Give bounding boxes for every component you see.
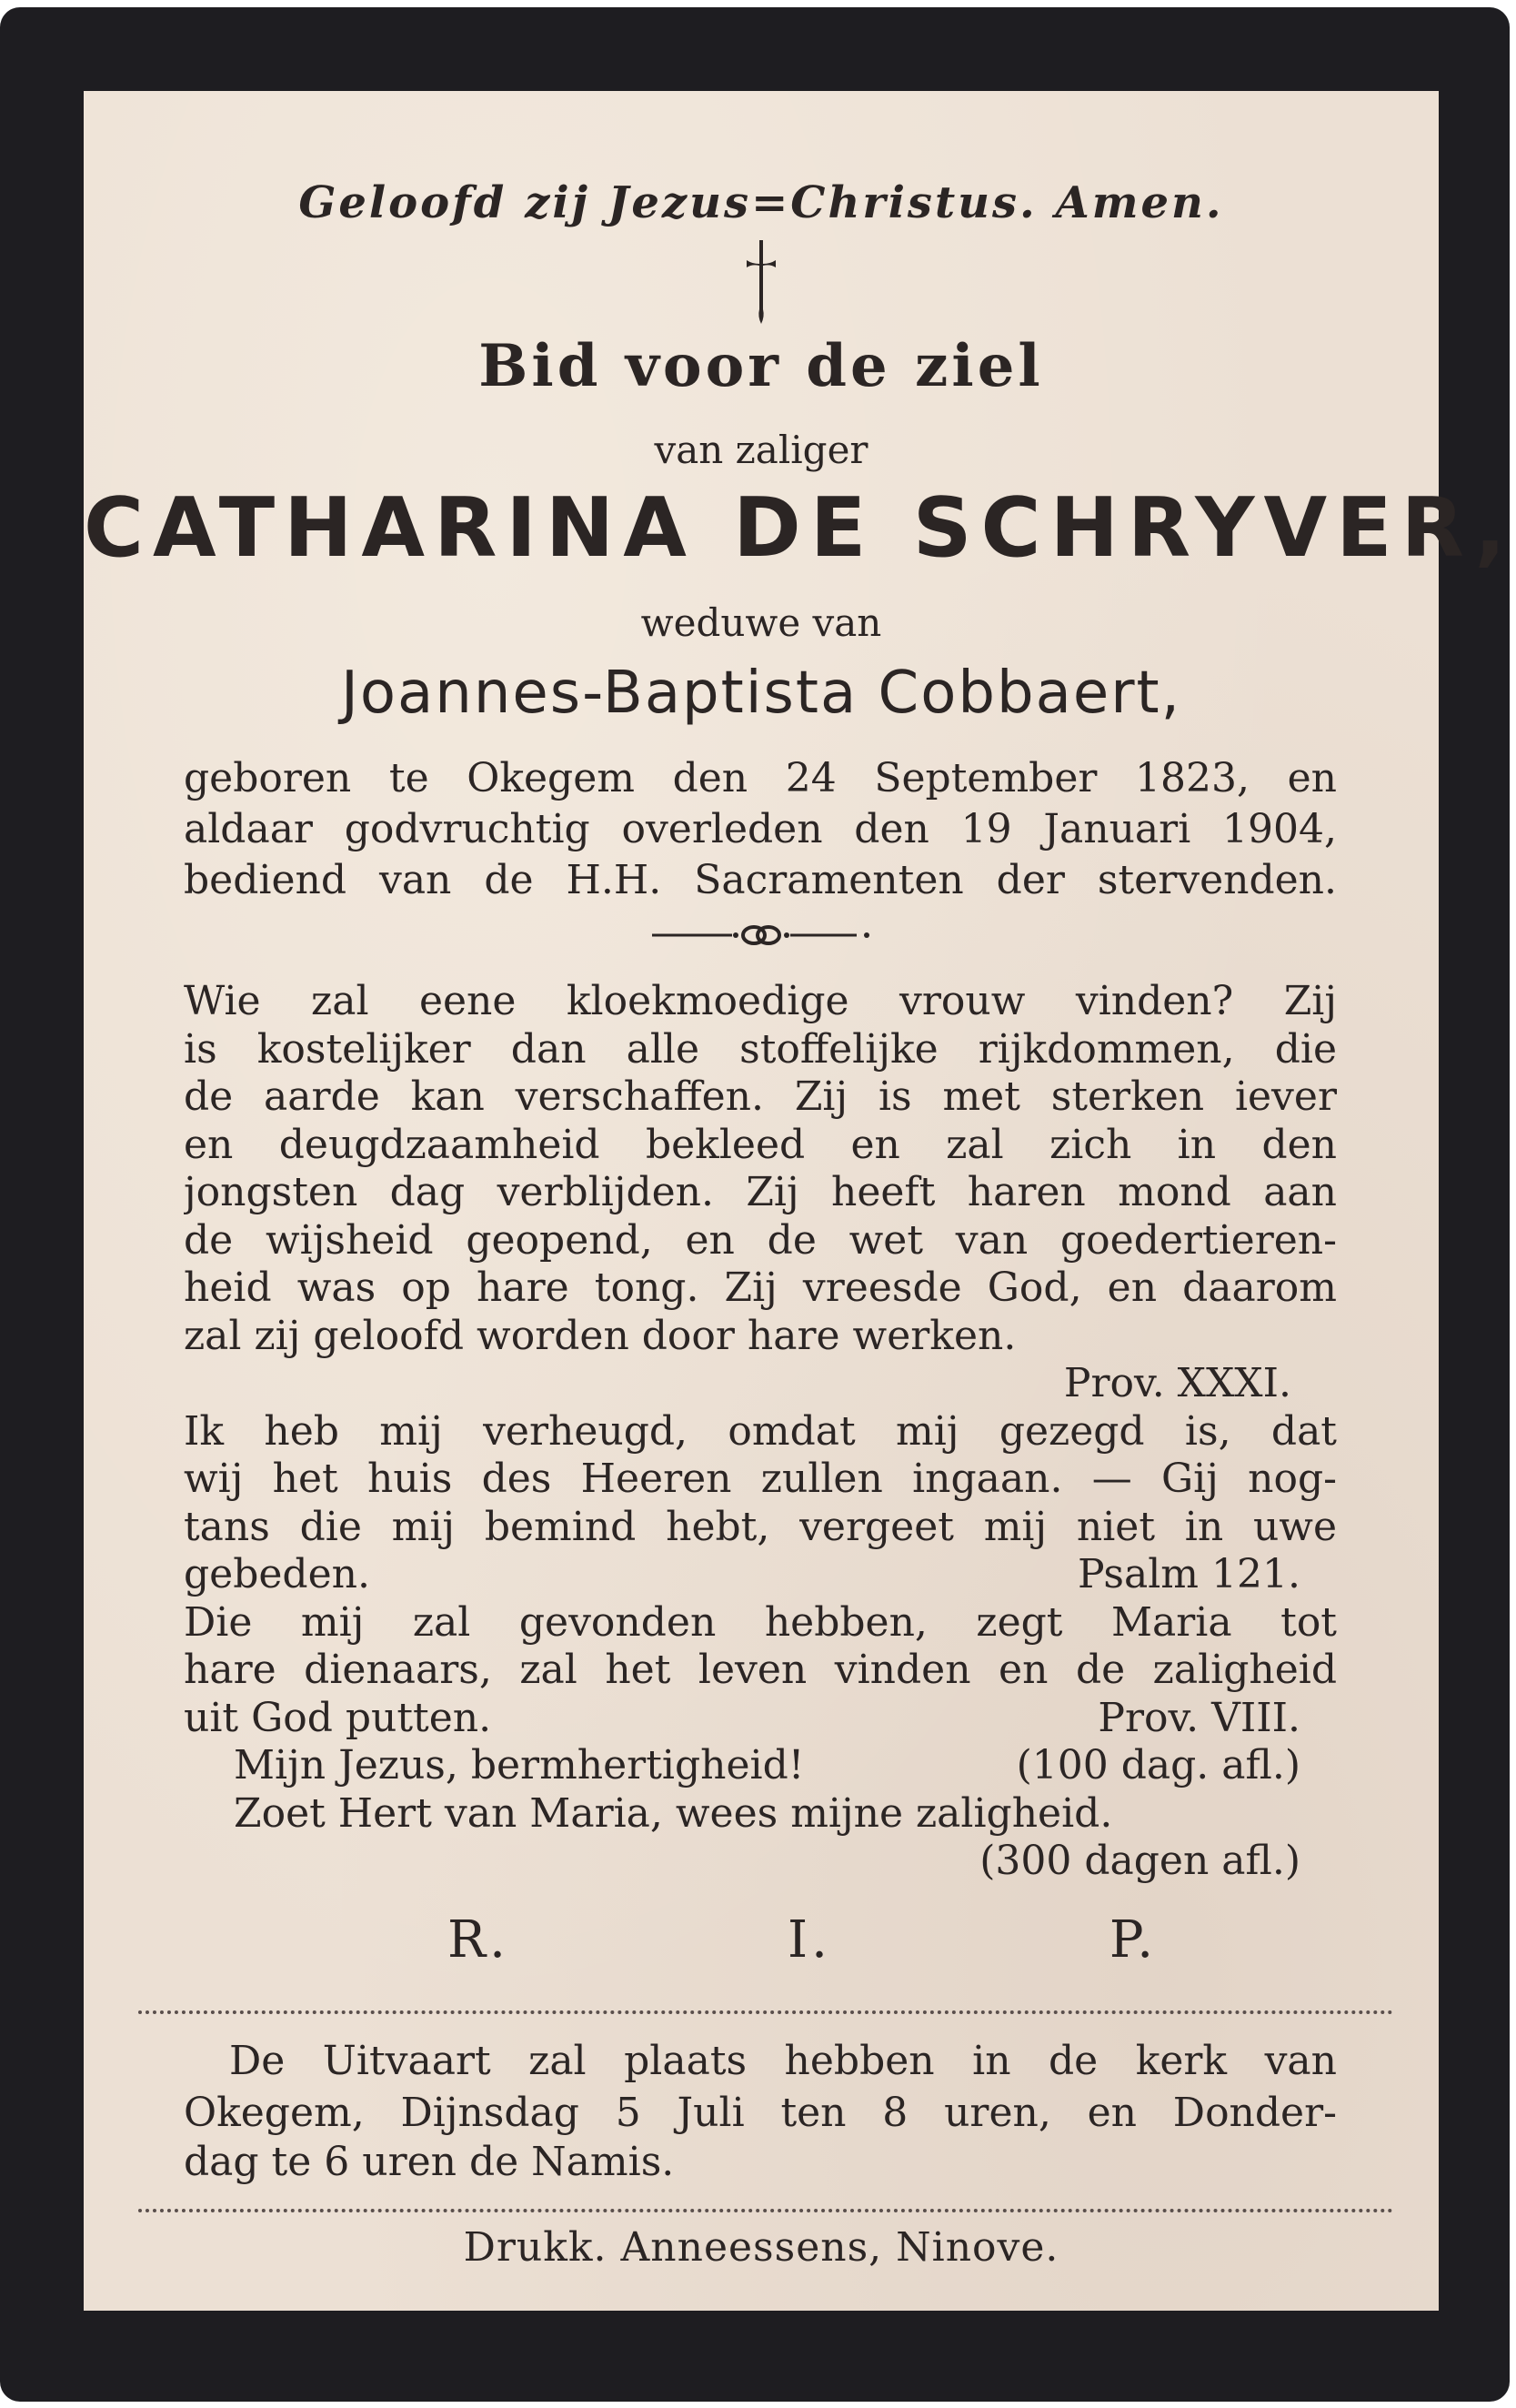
van-zaliger: van zaliger [654,428,868,472]
quote2-line: wij het huis des Heeren zullen ingaan. — Gij nog- [184,1456,1337,1502]
prayer1-text: Mijn Jezus, bermhertigheid! [234,1742,805,1788]
rip-r: R. [447,1910,509,1970]
ornament-divider-icon [652,917,870,953]
heading: Bid voor de ziel [478,332,1044,400]
divider-top [138,2010,1393,2014]
birth-death-block [184,753,1337,906]
cross-icon [743,237,779,327]
quote1-line: en deugdzaamheid bekleed en zal zich in den [184,1121,1337,1168]
motto: Geloofd zij Jezus=Christus. Amen. [298,177,1224,228]
quote2-line: Ik heb mij verheugd, omdat mij gezegd is, dat [184,1407,1337,1455]
funeral-line: Okegem, Dijnsdag 5 Juli ten 8 uren, en Donder- [184,2090,1337,2136]
rip-i: I. [787,1910,831,1970]
divider-bottom [138,2209,1393,2212]
death-line: aldaar godvruchtig overleden den 19 Januari 1904, [184,806,1337,852]
birth-line: geboren te Okegem den 24 September 1823, en [184,755,1337,801]
deceased-name: CATHARINA DE SCHRYVER, [84,480,1515,576]
quote3-reference: Prov. VIII. [1098,1694,1300,1741]
husband-name: Joannes-Baptista Cobbaert, [341,660,1181,727]
quote2-last-line: gebeden. [184,1551,370,1597]
memorial-card [0,7,1515,2402]
quote2-reference: Psalm 121. [1078,1551,1300,1597]
rip-p: P. [1109,1910,1157,1970]
quote2-last-row [184,1551,1337,1599]
quote1-line: Wie zal eene kloekmoedige vrouw vinden? Zij [184,978,1337,1024]
quote1-line: de aarde kan verschaffen. Zij is met sterken iever [184,1073,1337,1120]
quote1-line: zal zij geloofd worden door hare werken. [184,1312,1017,1359]
quote3-last-line: uit God putten. [184,1694,492,1741]
quote1-line: heid was op hare tong. Zij vreesde God, en daarom [184,1264,1337,1311]
prayer2-text: Zoet Hert van Maria, wees mijne zaligheid. [234,1789,1113,1837]
funeral-line: dag te 6 uren de Namis. [184,2139,675,2185]
scripture-block [184,978,1337,1886]
quote1-line: jongsten dag verblijden. Zij heeft haren mond aan [184,1169,1337,1215]
rip-letters [447,1910,1157,1970]
card-paper [84,91,1515,2311]
printer-credit: Drukk. Anneessens, Ninove. [463,2224,1059,2271]
quote1-reference: Prov. XXXI. [1063,1360,1291,1406]
funeral-line: De Uitvaart zal plaats hebben in de kerk van [229,2038,1337,2084]
quote3-last-row [184,1695,1337,1743]
quote1-line: de wijsheid geopend, en de wet van goedertieren- [184,1216,1337,1264]
quote3-line: hare dienaars, zal het leven vinden en de zaligheid [184,1647,1337,1693]
quote2-line: tans die mij bemind hebt, vergeet mij niet in uwe [184,1503,1337,1550]
weduwe-van: weduwe van [640,600,882,645]
sacrament-line: bediend van de H.H. Sacramenten der stervenden. [184,857,1337,903]
funeral-block [184,2035,1337,2187]
quote3-line: Die mij zal gevonden hebben, zegt Maria tot [184,1598,1337,1646]
prayer2-indulgence: (300 dagen afl.) [979,1838,1300,1884]
prayer1-row [184,1742,1337,1790]
prayer1-indulgence: (100 dag. afl.) [1016,1742,1300,1788]
quote1-line: is kostelijker dan alle stoffelijke rijkdommen, die [184,1025,1337,1073]
